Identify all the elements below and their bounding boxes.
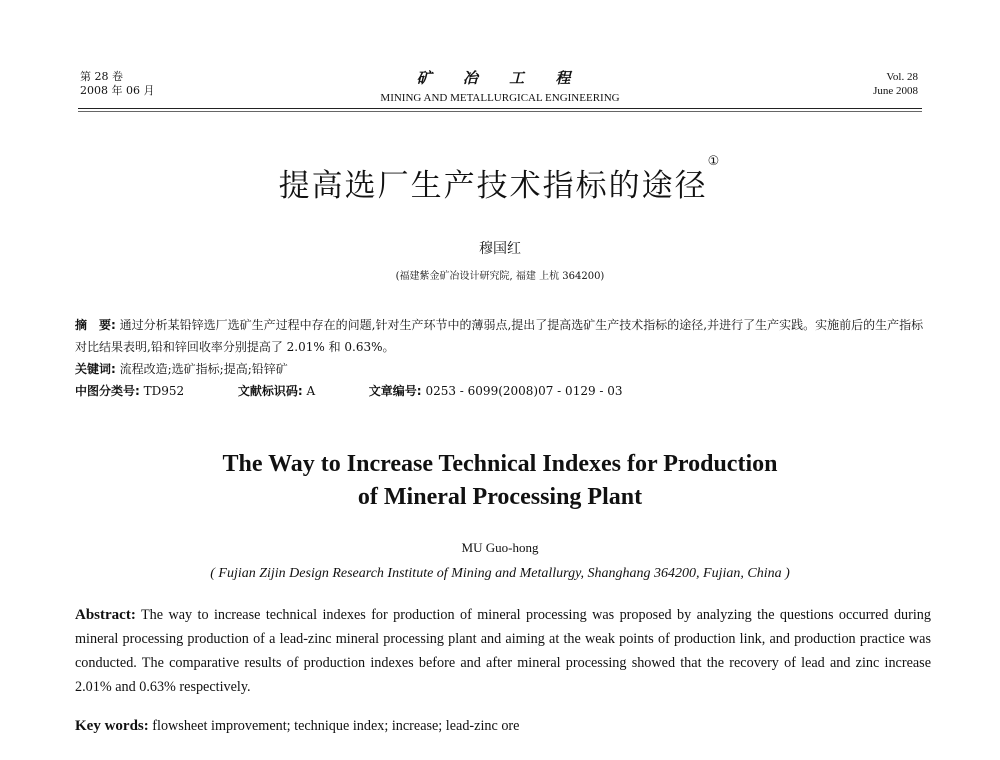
keywords-en — [75, 718, 931, 735]
paper-title-en-line2: of Mineral Processing Plant — [357, 484, 643, 510]
keywords-cn-text: 流程改造;选矿指标;提高;铅锌矿 — [119, 362, 288, 376]
clc-label: 中图分类号: — [75, 384, 140, 398]
abstract-cn-label: 摘 要: — [75, 318, 116, 332]
keywords-en-label: Key words: — [75, 718, 149, 734]
author-en: MU Guo-hong — [461, 540, 539, 555]
author-cn: 穆国红 — [479, 241, 521, 257]
abstract-en — [75, 603, 931, 699]
volume-en: Vol. 28 — [886, 71, 918, 83]
affiliation-en: ( Fujian Zijin Design Research Institute of Mining and Metallurgy, Shanghang 364200, Fujian, China ) — [210, 566, 790, 581]
header-center — [0, 67, 1000, 104]
paper-title-cn-text: 提高选厂生产技术指标的途径 — [278, 168, 708, 204]
header-rule-secondary — [78, 111, 922, 112]
doc-code-label: 文献标识码: — [237, 384, 303, 398]
abstract-en-label: Abstract: — [75, 607, 136, 623]
paper-title-cn — [0, 154, 1000, 205]
keywords-en-text: flowsheet improvement; technique index; increase; lead-zinc ore — [152, 718, 520, 734]
abstract-cn-block — [75, 314, 931, 402]
abstract-cn-text: 通过分析某铅锌选厂选矿生产过程中存在的问题,针对生产环节中的薄弱点,提出了提高选矿生产技术指标的途径,并进行了生产实践。实施前后的生产指标对比结果表明,铅和锌回收率分别提高了 2.01% 和 0.63%。 — [75, 318, 924, 354]
clc-value: TD952 — [143, 384, 185, 398]
date-cn: 2008 年 06 月 — [80, 84, 155, 97]
volume-cn: 第 28 卷 — [80, 70, 123, 83]
paper-title-en-line1: The Way to Increase Technical Indexes for Production — [222, 451, 778, 477]
journal-title-cn: 矿 冶 工 程 — [416, 69, 584, 87]
classification-line — [75, 380, 931, 402]
article-number-value: 0253 - 6099(2008)07 - 0129 - 03 — [425, 384, 623, 398]
header-rule — [78, 108, 922, 109]
title-footnote-mark: ① — [707, 154, 722, 169]
journal-title-en: MINING AND METALLURGICAL ENGINEERING — [380, 92, 620, 104]
affiliation-cn: (福建紫金矿冶设计研究院, 福建 上杭 364200) — [395, 271, 605, 282]
abstract-en-text: The way to increase technical indexes for production of mineral processing was proposed by analyzing the questions occurred during mineral processing production of a lead-zinc mineral processing plant and aiming at the weak points of production link, and production practice was conducted. The comparative results of production indexes before and after mineral processing showed that the recovery of lead and zinc increase 2.01% and 0.63% respectively. — [75, 607, 931, 695]
article-number-label: 文章编号: — [368, 384, 422, 398]
keywords-cn-label: 关键词: — [75, 362, 116, 376]
date-en: June 2008 — [873, 85, 918, 97]
doc-code-value: A — [306, 384, 316, 398]
keywords-cn — [75, 358, 931, 380]
paper-title-en — [0, 448, 1000, 514]
abstract-cn — [75, 314, 931, 358]
header-right — [873, 70, 918, 98]
